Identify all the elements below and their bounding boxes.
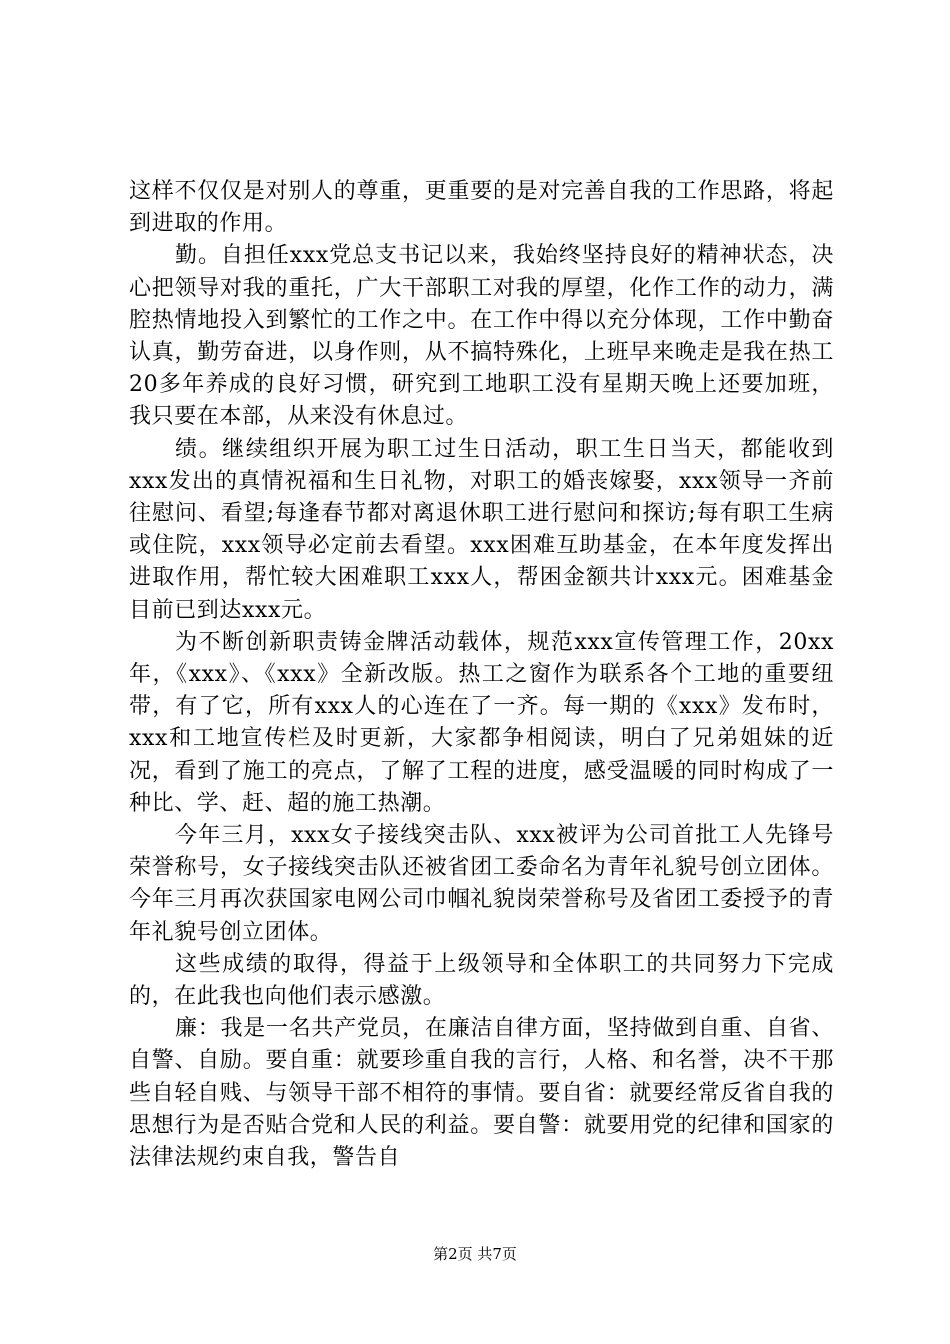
paragraph-2: 勤。自担任xxx党总支书记以来，我始终坚持良好的精神状态，决心把领导对我的重托，广大干部职工对我的厚望，化作工作的动力，满腔热情地投入到繁忙的工作之中。在工作中得以充分体现，工作中勤奋认真，勤劳奋进，以身作则，从不搞特殊化，上班早来晚走是我在热工20多年养成的良好习惯，研究到工地职工没有星期天晚上还要加班，我只要在本部，从来没有休息过。 [129,243,834,430]
paragraph-5: 今年三月，xxx女子接线突击队、xxx被评为公司首批工人先锋号荣誉称号，女子接线突击队还被省团工委命名为青年礼貌号创立团体。今年三月再次获国家电网公司巾帼礼貌岗荣誉称号及省团工委授予的青年礼貌号创立团体。 [129,823,834,945]
paragraph-7: 廉：我是一名共产党员，在廉洁自律方面，坚持做到自重、自省、自警、自励。要自重：就要珍重自我的言行，人格、和名誉，决不干那些自轻自贱、与领导干部不相符的事情。要自省：就要经常反省自我的思想行为是否贴合党和人民的利益。要自警：就要用党的纪律和国家的法律法规约束自我，警告自 [129,1016,834,1171]
paragraph-3: 绩。继续组织开展为职工过生日活动，职工生日当天，都能收到xxx发出的真情祝福和生日礼物，对职工的婚丧嫁娶，xxx领导一齐前往慰问、看望;每逢春节都对离退休职工进行慰问和探访;每有职工生病或住院，xxx领导必定前去看望。xxx困难互助基金，在本年度发挥出进取作用，帮忙较大困难职工xxx人，帮困金额共计xxx元。困难基金目前已到达xxx元。 [129,436,834,623]
paragraph-1: 这样不仅仅是对别人的尊重，更重要的是对完善自我的工作思路，将起到进取的作用。 [129,179,834,237]
paragraph-4: 为不断创新职责铸金牌活动载体，规范xxx宣传管理工作，20xx年，《xxx》、《xxx》全新改版。热工之窗作为联系各个工地的重要纽带，有了它，所有xxx人的心连在了一齐。每一期的《xxx》发布时，xxx和工地宣传栏及时更新，大家都争相阅读，明白了兄弟姐妹的近况，看到了施工的亮点，了解了工程的进度，感受温暖的同时构成了一种比、学、赶、超的施工热潮。 [129,629,834,816]
paragraph-6: 这些成绩的取得，得益于上级领导和全体职工的共同努力下完成的，在此我也向他们表示感激。 [129,951,834,1010]
page-number-footer: 第2页 共7页 [433,1245,517,1263]
document-body [129,176,834,1174]
